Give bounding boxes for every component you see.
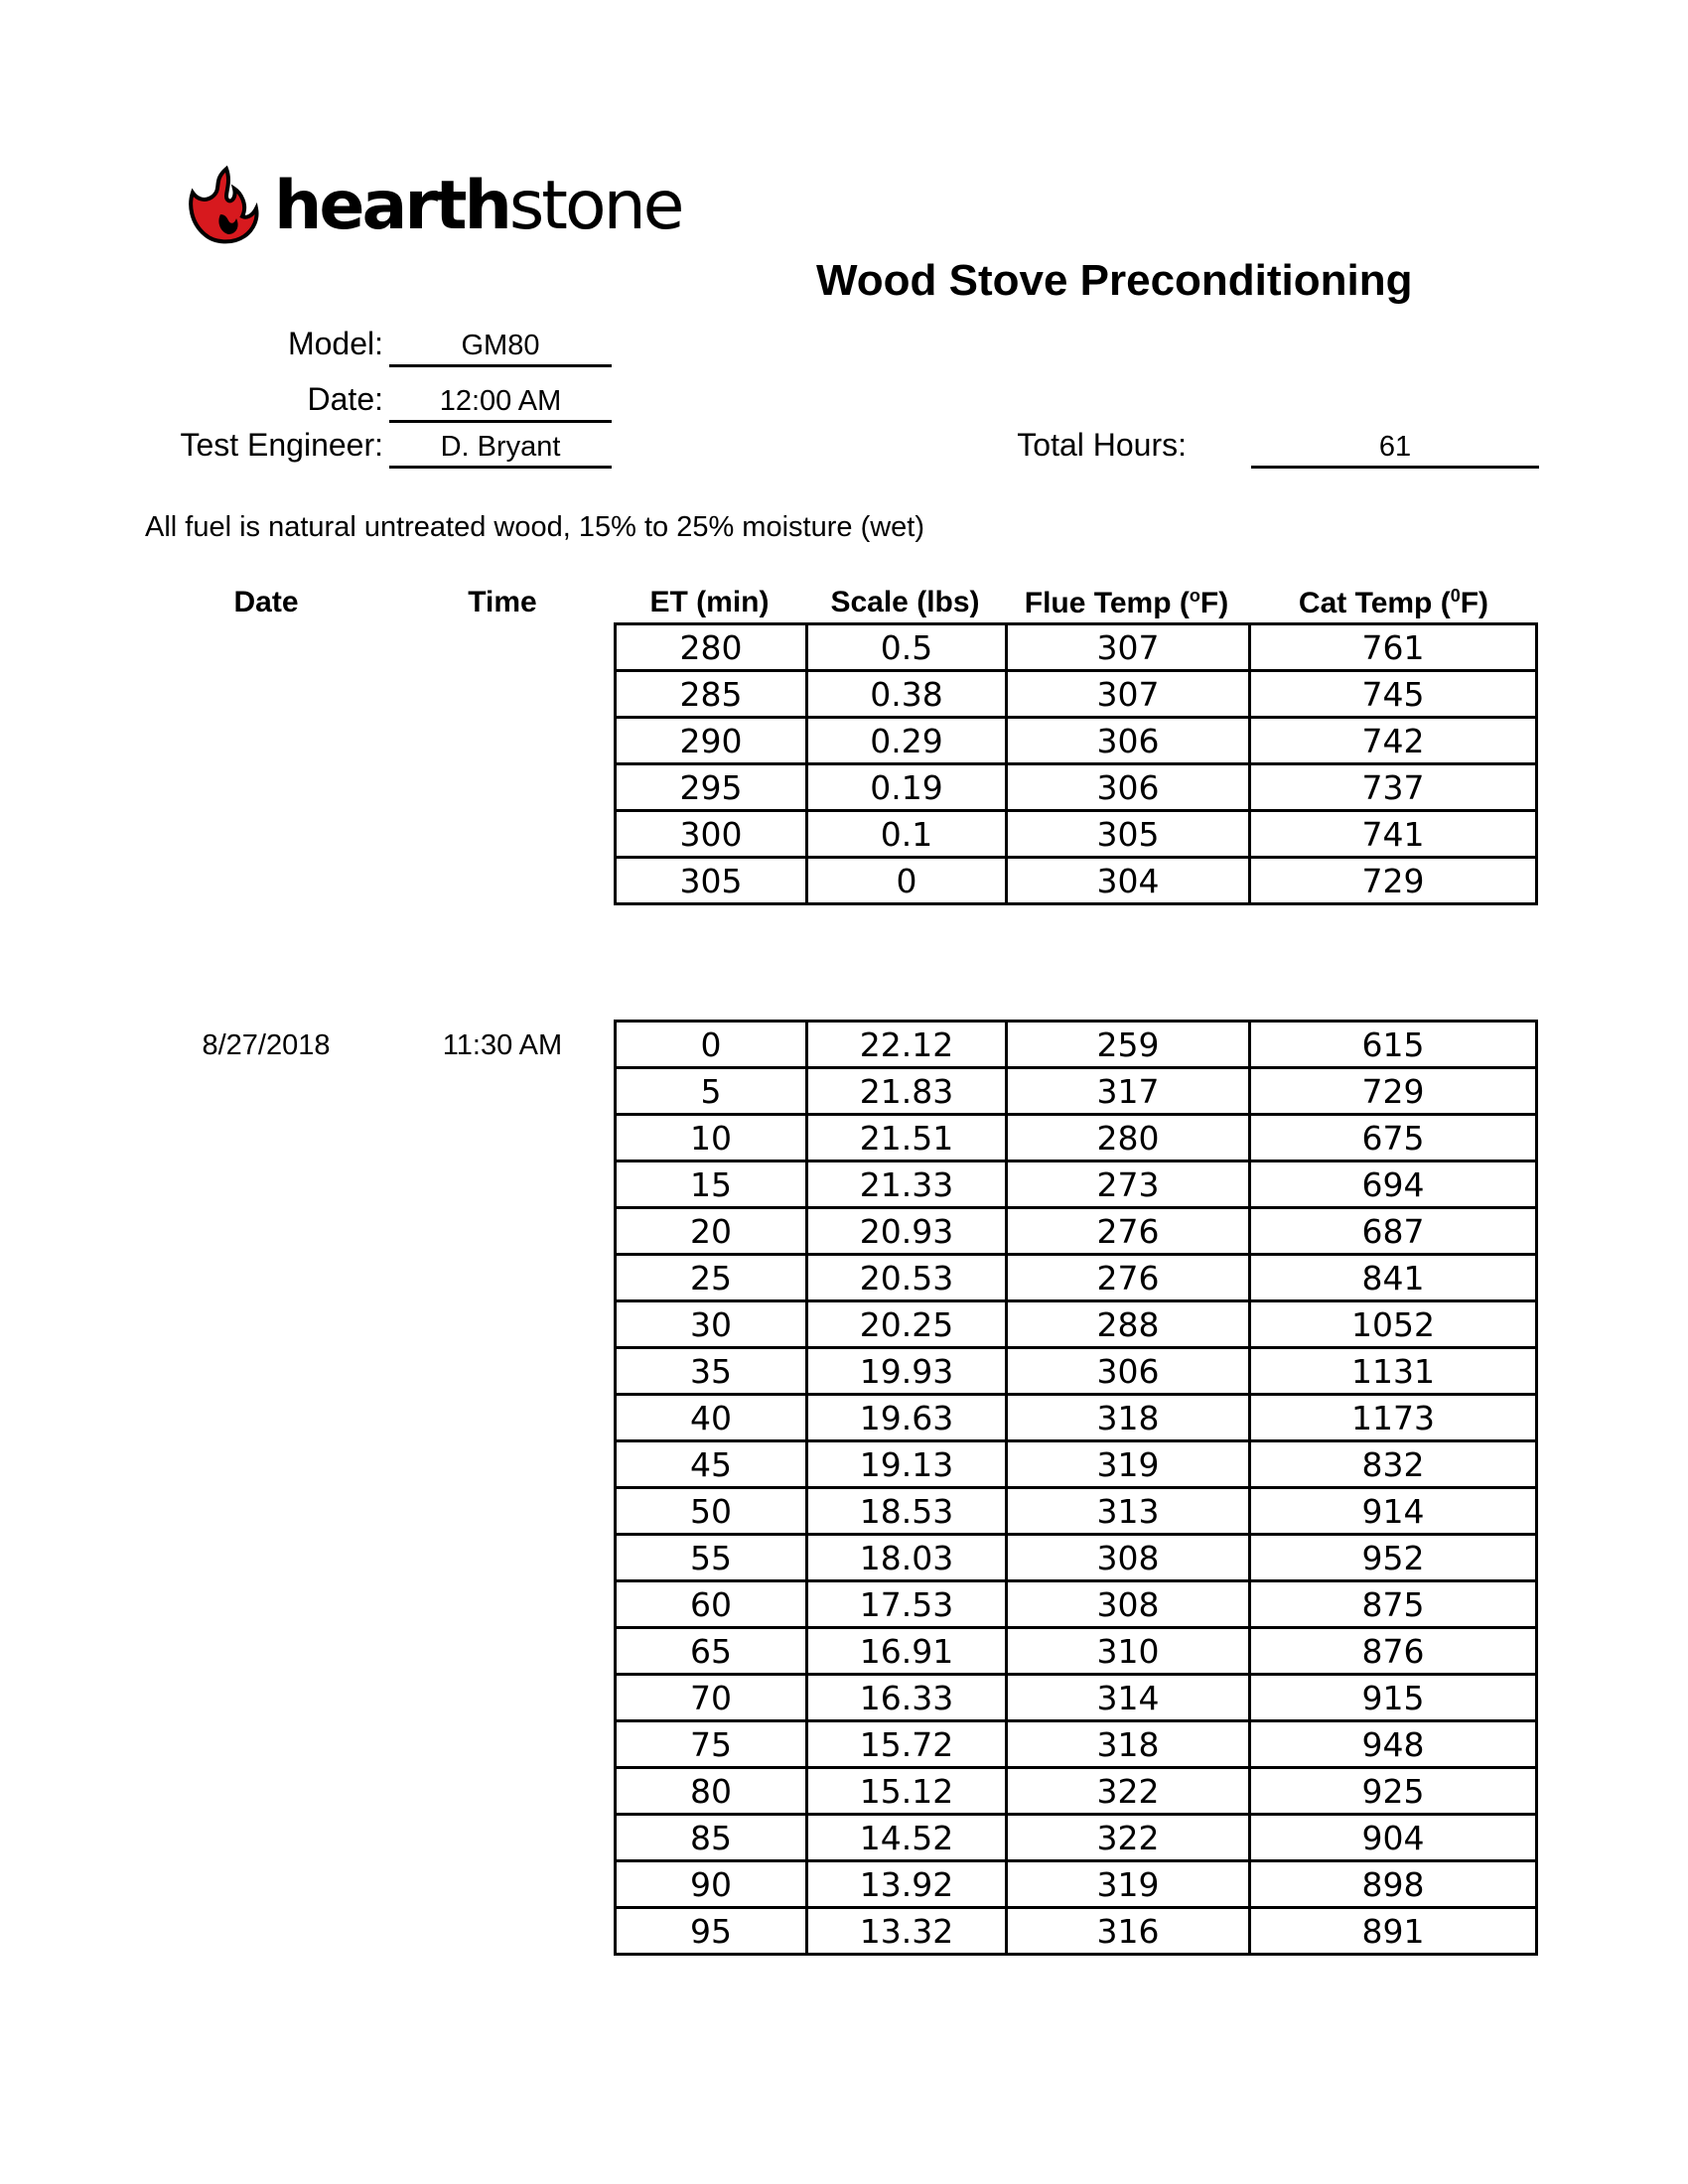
scale-cell: 21.33 xyxy=(807,1161,1007,1208)
et-cell: 40 xyxy=(616,1395,807,1441)
flue-temp-cell: 307 xyxy=(1007,624,1250,671)
flue-temp-cell: 308 xyxy=(1007,1581,1250,1628)
table-row xyxy=(616,1208,1537,1255)
flue-temp-cell: 259 xyxy=(1007,1022,1250,1068)
cat-temp-cell: 875 xyxy=(1250,1581,1537,1628)
flue-temp-cell: 276 xyxy=(1007,1208,1250,1255)
session-date: 8/27/2018 xyxy=(202,1029,331,1061)
flue-temp-cell: 319 xyxy=(1007,1861,1250,1908)
scale-cell: 19.93 xyxy=(807,1348,1007,1395)
header-flue-temp xyxy=(1005,586,1248,620)
cat-temp-cell: 948 xyxy=(1250,1721,1537,1768)
scale-cell: 15.72 xyxy=(807,1721,1007,1768)
total-hours-label: Total Hours: xyxy=(1017,427,1187,463)
et-cell: 5 xyxy=(616,1068,807,1115)
table-row xyxy=(616,718,1537,764)
et-cell: 290 xyxy=(616,718,807,764)
test-engineer-label: Test Engineer: xyxy=(180,427,383,463)
et-cell: 280 xyxy=(616,624,807,671)
cat-temp-cell: 1052 xyxy=(1250,1301,1537,1348)
scale-cell: 17.53 xyxy=(807,1581,1007,1628)
hearthstone-logo xyxy=(183,164,682,248)
flue-temp-cell: 316 xyxy=(1007,1908,1250,1955)
header-et: ET (min) xyxy=(649,586,770,618)
logo-wordmark xyxy=(274,166,682,245)
cat-temp-cell: 729 xyxy=(1250,858,1537,904)
test-engineer-value: D. Bryant xyxy=(389,426,612,469)
table-row xyxy=(616,811,1537,858)
header-flue-text: Flue Temp ( xyxy=(1024,587,1190,619)
table-row xyxy=(616,1115,1537,1161)
scale-cell: 0 xyxy=(807,858,1007,904)
scale-cell: 21.83 xyxy=(807,1068,1007,1115)
et-cell: 70 xyxy=(616,1675,807,1721)
flue-temp-cell: 276 xyxy=(1007,1255,1250,1301)
table-row xyxy=(616,1628,1537,1675)
flue-temp-cell: 307 xyxy=(1007,671,1250,718)
flue-temp-cell: 319 xyxy=(1007,1441,1250,1488)
cat-temp-cell: 915 xyxy=(1250,1675,1537,1721)
header-cat-unit: F) xyxy=(1460,587,1489,619)
date-value: 12:00 AM xyxy=(389,380,612,423)
et-cell: 25 xyxy=(616,1255,807,1301)
cat-temp-cell: 898 xyxy=(1250,1861,1537,1908)
cat-temp-cell: 615 xyxy=(1250,1022,1537,1068)
flue-temp-cell: 305 xyxy=(1007,811,1250,858)
table-row xyxy=(616,858,1537,904)
cat-temp-cell: 675 xyxy=(1250,1115,1537,1161)
flue-temp-cell: 306 xyxy=(1007,764,1250,811)
table-row xyxy=(616,764,1537,811)
et-cell: 45 xyxy=(616,1441,807,1488)
table-row xyxy=(616,1301,1537,1348)
scale-cell: 13.92 xyxy=(807,1861,1007,1908)
table-row xyxy=(616,1068,1537,1115)
et-cell: 20 xyxy=(616,1208,807,1255)
logo-text-light: stone xyxy=(508,166,682,245)
flue-temp-cell: 306 xyxy=(1007,1348,1250,1395)
total-hours-value: 61 xyxy=(1251,426,1539,469)
scale-cell: 20.93 xyxy=(807,1208,1007,1255)
flue-temp-cell: 304 xyxy=(1007,858,1250,904)
et-cell: 300 xyxy=(616,811,807,858)
et-cell: 60 xyxy=(616,1581,807,1628)
scale-cell: 16.33 xyxy=(807,1675,1007,1721)
flame-icon xyxy=(183,165,270,248)
flue-temp-cell: 322 xyxy=(1007,1815,1250,1861)
flue-temp-cell: 273 xyxy=(1007,1161,1250,1208)
cat-temp-cell: 841 xyxy=(1250,1255,1537,1301)
scale-cell: 18.03 xyxy=(807,1535,1007,1581)
flue-temp-cell: 280 xyxy=(1007,1115,1250,1161)
cat-temp-cell: 914 xyxy=(1250,1488,1537,1535)
et-cell: 295 xyxy=(616,764,807,811)
model-label: Model: xyxy=(287,326,383,361)
table-row xyxy=(616,1861,1537,1908)
et-cell: 90 xyxy=(616,1861,807,1908)
scale-cell: 14.52 xyxy=(807,1815,1007,1861)
flue-temp-cell: 318 xyxy=(1007,1721,1250,1768)
scale-cell: 0.29 xyxy=(807,718,1007,764)
flue-temp-cell: 322 xyxy=(1007,1768,1250,1815)
header-cat-degree: 0 xyxy=(1450,586,1461,606)
date-label: Date: xyxy=(307,381,383,417)
flue-temp-cell: 308 xyxy=(1007,1535,1250,1581)
flue-temp-cell: 314 xyxy=(1007,1675,1250,1721)
table-row xyxy=(616,1255,1537,1301)
cat-temp-cell: 891 xyxy=(1250,1908,1537,1955)
flue-temp-cell: 318 xyxy=(1007,1395,1250,1441)
header-time: Time xyxy=(468,586,537,618)
flue-temp-cell: 310 xyxy=(1007,1628,1250,1675)
model-value: GM80 xyxy=(389,325,612,367)
cat-temp-cell: 741 xyxy=(1250,811,1537,858)
flue-temp-cell: 306 xyxy=(1007,718,1250,764)
data-table-1 xyxy=(614,622,1538,905)
flue-temp-cell: 317 xyxy=(1007,1068,1250,1115)
et-cell: 285 xyxy=(616,671,807,718)
table-row xyxy=(616,1908,1537,1955)
cat-temp-cell: 729 xyxy=(1250,1068,1537,1115)
cat-temp-cell: 952 xyxy=(1250,1535,1537,1581)
table-row xyxy=(616,1581,1537,1628)
et-cell: 85 xyxy=(616,1815,807,1861)
table-row xyxy=(616,1022,1537,1068)
fuel-note: All fuel is natural untreated wood, 15% to 25% moisture (wet) xyxy=(145,511,925,543)
cat-temp-cell: 687 xyxy=(1250,1208,1537,1255)
cat-temp-cell: 1173 xyxy=(1250,1395,1537,1441)
scale-cell: 22.12 xyxy=(807,1022,1007,1068)
et-cell: 65 xyxy=(616,1628,807,1675)
table-row xyxy=(616,1768,1537,1815)
scale-cell: 21.51 xyxy=(807,1115,1007,1161)
table-row xyxy=(616,1161,1537,1208)
table-row xyxy=(616,1535,1537,1581)
table-row xyxy=(616,1675,1537,1721)
cat-temp-cell: 925 xyxy=(1250,1768,1537,1815)
scale-cell: 18.53 xyxy=(807,1488,1007,1535)
table-row xyxy=(616,1441,1537,1488)
scale-cell: 19.63 xyxy=(807,1395,1007,1441)
et-cell: 10 xyxy=(616,1115,807,1161)
cat-temp-cell: 1131 xyxy=(1250,1348,1537,1395)
cat-temp-cell: 904 xyxy=(1250,1815,1537,1861)
table-row xyxy=(616,1348,1537,1395)
header-flue-degree: o xyxy=(1189,586,1200,606)
header-cat-temp xyxy=(1248,586,1539,620)
page-title: Wood Stove Preconditioning xyxy=(816,256,1413,305)
et-cell: 80 xyxy=(616,1768,807,1815)
scale-cell: 20.53 xyxy=(807,1255,1007,1301)
scale-cell: 13.32 xyxy=(807,1908,1007,1955)
cat-temp-cell: 876 xyxy=(1250,1628,1537,1675)
et-cell: 0 xyxy=(616,1022,807,1068)
et-cell: 35 xyxy=(616,1348,807,1395)
scale-cell: 20.25 xyxy=(807,1301,1007,1348)
et-cell: 55 xyxy=(616,1535,807,1581)
cat-temp-cell: 737 xyxy=(1250,764,1537,811)
table-row xyxy=(616,1721,1537,1768)
cat-temp-cell: 745 xyxy=(1250,671,1537,718)
table-row xyxy=(616,671,1537,718)
scale-cell: 16.91 xyxy=(807,1628,1007,1675)
et-cell: 305 xyxy=(616,858,807,904)
et-cell: 30 xyxy=(616,1301,807,1348)
et-cell: 95 xyxy=(616,1908,807,1955)
header-scale: Scale (lbs) xyxy=(830,586,980,618)
flue-temp-cell: 288 xyxy=(1007,1301,1250,1348)
header-date: Date xyxy=(233,586,299,618)
scale-cell: 0.19 xyxy=(807,764,1007,811)
scale-cell: 0.38 xyxy=(807,671,1007,718)
logo-text-bold: hearth xyxy=(274,166,509,245)
et-cell: 50 xyxy=(616,1488,807,1535)
table-row xyxy=(616,1395,1537,1441)
flue-temp-cell: 313 xyxy=(1007,1488,1250,1535)
cat-temp-cell: 742 xyxy=(1250,718,1537,764)
data-table-2 xyxy=(614,1020,1538,1956)
cat-temp-cell: 832 xyxy=(1250,1441,1537,1488)
cat-temp-cell: 761 xyxy=(1250,624,1537,671)
session-time: 11:30 AM xyxy=(442,1029,563,1061)
scale-cell: 15.12 xyxy=(807,1768,1007,1815)
header-cat-text: Cat Temp ( xyxy=(1298,587,1451,619)
table-row xyxy=(616,624,1537,671)
et-cell: 75 xyxy=(616,1721,807,1768)
scale-cell: 0.5 xyxy=(807,624,1007,671)
table-row xyxy=(616,1488,1537,1535)
cat-temp-cell: 694 xyxy=(1250,1161,1537,1208)
table-row xyxy=(616,1815,1537,1861)
et-cell: 15 xyxy=(616,1161,807,1208)
header-flue-unit: F) xyxy=(1199,587,1229,619)
scale-cell: 0.1 xyxy=(807,811,1007,858)
scale-cell: 19.13 xyxy=(807,1441,1007,1488)
